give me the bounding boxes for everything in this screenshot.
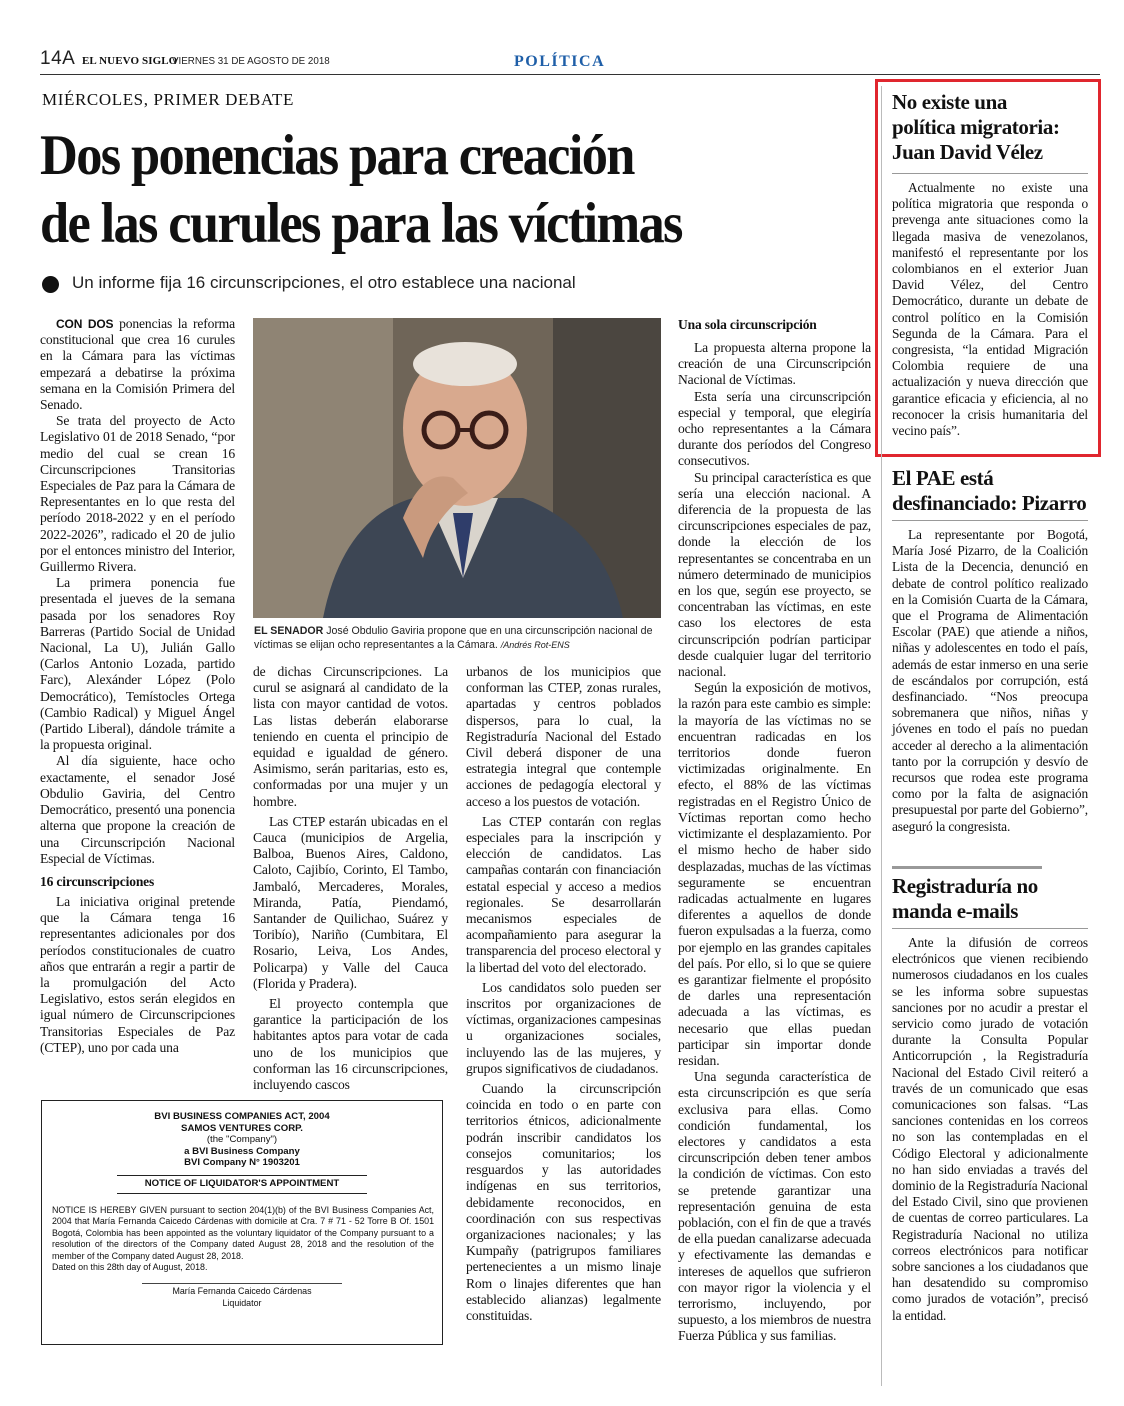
paragraph: de dichas Circunscripciones. La curul se asignará al candidato de la lista con mayor cantidad de votos. Las listas deberán elaborarse teniendo en cuenta el principio de equidad e igualdad de género. Asimismo, serán paritarias, esto es, conformadas por una mujer y un hombre.: [253, 664, 448, 809]
paragraph: [40, 316, 235, 413]
sidebar-title: Juan David Vélez: [892, 140, 1043, 164]
paragraph: urbanos de los municipios que conforman las CTEP, zonas rurales, apartadas y centros poblados dispersos, para lo cual, la Registraduría Nacional del Estado Civil deberá disponer de una estrategia integral que contemple acciones de pedagogía electoral y acceso a los puestos de votación.: [466, 664, 661, 809]
deck: Un informe fija 16 circunscripciones, el otro establece una nacional: [72, 273, 576, 292]
column-2: [253, 664, 448, 1093]
notice-body: NOTICE IS HEREBY GIVEN pursuant to section 204(1)(b) of the BVI Business Companies Act, 2004 that María Fernanda Caicedo Cárdenas with domicile at Cra. 7 # 71 - 52 Torre B Of. 1501 Bogotá, Colombia has been appointed as the voluntary liquidator of the Company pursuant to a resolution of the directors of the Company dated August 28, 2018 and the resolution of the member of the Company dated August 28, 2018.: [52, 1204, 434, 1261]
notice-header: [42, 1111, 442, 1169]
notice-line: BVI BUSINESS COMPANIES ACT, 2004: [154, 1111, 330, 1122]
page-number: 14A: [40, 48, 76, 69]
sidebar-divider: [881, 86, 882, 1386]
column-3: [466, 664, 661, 1324]
paragraph: Los candidatos solo pueden ser inscritos por organizaciones de víctimas, organizaciones campesinas u organizaciones sociales, incluyendo las de las mujeres, y grupos significativos de ciudadanos.: [466, 979, 661, 1076]
subhead: Una sola circunscripción: [678, 317, 817, 332]
paragraph: Cuando la circunscripción coincida en todo o en parte con territorios étnicos, adicionalmente podrán inscribir candidatos los consejos comunitarios; los resguardos y las autoridades indígenas en sus territorios, debidamente reconocidos, en coordinación con sus respectivas organizaciones nacionales; y las Kumpañy (patrigrupos familiares pertenecientes a un mismo linaje Rom o linajes diferentes que han establecido alianzas) legalmente constituidas.: [466, 1081, 661, 1323]
notice-heading: NOTICE OF LIQUIDATOR'S APPOINTMENT: [144, 1177, 340, 1189]
subhead: 16 circunscripciones: [40, 873, 155, 889]
article-photo: [253, 318, 661, 618]
masthead-name: EL NUEVO SIGLO: [82, 55, 178, 67]
sidebar-story-3: [892, 874, 1088, 1324]
notice-rule: [117, 1175, 367, 1176]
paragraph: La representante por Bogotá, María José Pizarro, de la Coalición Lista de la Decencia, denunció en debate de control político realizado en la Comisión Cuarta de la Cámara, que el Programa de Alimentación Escolar (PAE) que atiende a niños, niñas y adolescentes en todo el país, además de estar inmerso en una serie de escándalos por corrupción, está desfinanciado. “Nos preocupa sobremanera que niños, niñas y jóvenes en todo el país no puedan acceder al derecho a la alimentación tanto por la corrupción y desvío de recursos que rodea este programa como por la falta de asignación presupuestal por parte del Gobierno”, aseguró la congresista.: [892, 527, 1088, 834]
paragraph: Según la exposición de motivos, la razón para este cambio es simple: la mayoría de las víctimas no se encuentran radicadas en los territorios donde fueron victimizadas originalmente. En efecto, el 88% de las víctimas registradas en el Registro Único de Víctimas reportan como hecho victimizante el desplazamiento. Por el mismo hecho de haber sido desplazadas, muchas de las víctimas seguramente se encuentran radicadas actualmente en lugares diferentes a aquellos de donde fueron expulsadas a la fuerza, como por ejemplo en las grandes capitales del país. Por ello, si lo que se quiere es garantizar fielmente el propósito de darles una representación adecuada a las víctimas, es necesario que ellas puedan participar sin importar donde residan.: [678, 680, 871, 1068]
caption-lead: EL SENADOR: [254, 625, 324, 637]
sidebar-title: política migratoria:: [892, 115, 1060, 139]
notice-line: a BVI Business Company: [184, 1145, 300, 1157]
sidebar-title: manda e-mails: [892, 899, 1019, 923]
paragraph: Se trata del proyecto de Acto Legislativo 01 de 2018 Senado, “por medio del cual se crean 16 Circunscripciones Transitorias Especiales de Paz para la Cámara de Representantes en lo que resta del período 2018-2022 y en el período 2022-2026”, radicado el 20 de julio por el entonces ministro del Interior, Guillermo Rivera.: [40, 413, 235, 575]
headline: [40, 126, 870, 254]
paragraph: Ante la difusión de correos electrónicos que vienen recibiendo numerosos ciudadanos en los cuales se les informa sobre supuestas sanciones por no acudir a prestar el servicio como jurado de votación durante la Consulta Popular Anticorrupción , la Registraduría Nacional del Estado Civil reiteró a través de un comunicado que esas comunicaciones son falsas. “Las sanciones contenidas en los correos no son las contempladas en el Código Electoral y adicionalmente no han sido enviadas a través del dominio de la Registraduría Nacional del Estado Civil, sino que provienen de cuentas de correo particulares. La Registraduría Nacional no utiliza correos electrónicos para notificar sobre sanciones a los ciudadanos que han desatendido su compromiso como jurados de votación”, precisó la entidad.: [892, 935, 1088, 1323]
sidebar-story-1: [892, 90, 1088, 439]
headline-line-1: Dos ponencias para creación: [40, 124, 634, 187]
sidebar-title: desfinanciado: Pizarro: [892, 491, 1087, 515]
notice-rule: [117, 1193, 367, 1194]
legal-notice-box: [41, 1100, 443, 1345]
sidebar-rule: [892, 928, 1088, 929]
notice-dated: Dated on this 28th day of August, 2018.: [52, 1262, 208, 1272]
column-1: [40, 316, 235, 1056]
notice-line: BVI Company N° 1903201: [184, 1157, 300, 1169]
paragraph: La primera ponencia fue presentada el jueves de la semana pasada por los senadores Roy Barreras (Partido Social de Unidad Nacional, La U), Julián Gallo (Carlos Antonio Lozada, partido Farc), Alexánder López (Polo Democrático), Temístocles Ortega (Cambio Radical) y Miguel Ángel (Partido Liberal), dándole trámite a la propuesta original.: [40, 575, 235, 753]
sidebar-body: [892, 935, 1088, 1324]
senator-photo-illustration: [253, 318, 661, 618]
photo-credit: /Andrés Rot-ENS: [500, 640, 570, 650]
paragraph: Su principal característica es que sería una elección nacional. A diferencia de la propuesta de las circunscripciones especiales de paz, donde la elección de los representantes se concentraba en un número determinado de municipios en los que, según ese proyecto, se concentraban las víctimas, en este caso los electores de esta circunscripción podrían participar desde cualquier lugar del territorio nacional.: [678, 469, 871, 680]
header-date: VIERNES 31 DE AGOSTO DE 2018: [172, 56, 330, 67]
paragraph-text: ponencias la reforma constitucional que crea 16 curules en la Cámara para las víctimas empezará a debatirse la próxima semana en la Comisión Primera del Senado.: [40, 316, 235, 413]
paragraph: El proyecto contempla que garantice la participación de los habitantes aptos para votar de cada uno de los municipios que conforman las 16 circunscripciones, incluyendo cascos: [253, 996, 448, 1093]
paragraph: Las CTEP contarán con reglas especiales para la inscripción y elección de candidatos. Las campañas contarán con financiación estatal especial y acceso a medios regionales. Se desarrollarán mecanismos especiales de acompañamiento para asegurar la transparencia del proceso electoral y la libertad del voto del electorado.: [466, 813, 661, 975]
caption-text: José Obdulio Gaviria propone que en una circunscripción nacional de víctimas se elijan ocho representantes a la Cámara.: [254, 625, 653, 651]
notice-line: SAMOS VENTURES CORP.: [181, 1122, 303, 1134]
lead-caps: CON DOS: [56, 317, 114, 331]
paragraph: Una segunda característica de esta circunscripción es que sería exclusiva para ellas. Como condición fundamental, los electores y candidatos a esta circunscripción deben tener ambos la condición de víctimas. Con esto se pretende garantizar una representación genuina de esta población, con el fin de que a través de ella puedan canalizarse adecuada y efectivamente las demandas e intereses de aquellos que sufrieron con mayor rigor la violencia y el terrorismo, incluyendo, por supuesto, a los miembros de nuestra Fuerza Pública y sus familias.: [678, 1069, 871, 1344]
notice-role: Liquidator: [222, 1297, 262, 1308]
paragraph: Al día siguiente, hace ocho exactamente, el senador José Obdulio Gaviria, del Centro Democrático, presentó una ponencia alterna que propone la creación de una Circunscripción Nacional Especial de Víctimas.: [40, 753, 235, 866]
sidebar-title: El PAE está: [892, 466, 994, 490]
column-4: [678, 316, 871, 1345]
sidebar-story-2: [892, 466, 1088, 835]
section-label: POLÍTICA: [514, 53, 606, 70]
paragraph: Actualmente no existe una política migratoria que responda o prevenga ante situaciones como la llegada masiva de venezolanos, manifestó el representante por los colombianos en el exterior Juan David Vélez, del Centro Democrático, durante un debate de control político en la Comisión Segunda de la Cámara. Para el congresista, “la entidad Migración Colombia requiere de una actualización y nueva dirección que garantice eficacia y eficiencia, al no reconocer la crisis humanitaria del vecino país”.: [892, 180, 1088, 439]
sidebar-title: No existe una: [892, 90, 1007, 114]
sidebar-rule: [892, 520, 1088, 521]
paragraph: La iniciativa original pretende que la Cámara tenga 16 representantes adicionales por dos períodos constitucionales de cuatro años que entrarán a regir a partir de la promulgación del Acto Legislativo, estos serán elegidos en igual número de Circunscripciones Transitorias Especiales de Paz (CTEP), uno por cada una: [40, 893, 235, 1055]
notice-line: (the "Company"): [206, 1134, 278, 1146]
deck-bullet-icon: [42, 276, 59, 293]
sidebar-title: Registraduría no: [892, 874, 1038, 898]
paragraph: La propuesta alterna propone la creación de una Circunscripción Nacional de Víctimas.: [678, 340, 871, 388]
sidebar-rule: [892, 173, 1088, 174]
kicker: MIÉRCOLES, PRIMER DEBATE: [42, 90, 294, 109]
photo-caption: [254, 624, 659, 652]
paragraph: Esta sería una circunscripción especial y temporal, que elegiría ocho representantes a la Cámara durante dos períodos del Congreso consecutivos.: [678, 388, 871, 469]
sidebar-rule: [892, 866, 1042, 869]
sidebar-body: [892, 180, 1088, 439]
headline-line-2: de las curules para las víctimas: [40, 192, 682, 255]
sidebar-body: [892, 527, 1088, 835]
paragraph: Las CTEP estarán ubicadas en el Cauca (municipios de Argelia, Balboa, Buenos Aires, Caldono, Caloto, Cajibío, Corinto, El Tambo, Jambaló, Mercaderes, Morales, Miranda, Patía, Piendamó, Santander de Quilichao, Suárez y Toribío), Nariño (Cumbitara, El Rosario, Leiva, Los Andes, Policarpa) y Valle del Cauca (Florida y Pradera).: [253, 813, 448, 991]
notice-signer: María Fernanda Caicedo Cárdenas: [172, 1286, 312, 1297]
signature-rule: [142, 1283, 342, 1284]
header-rule: [40, 74, 1100, 75]
